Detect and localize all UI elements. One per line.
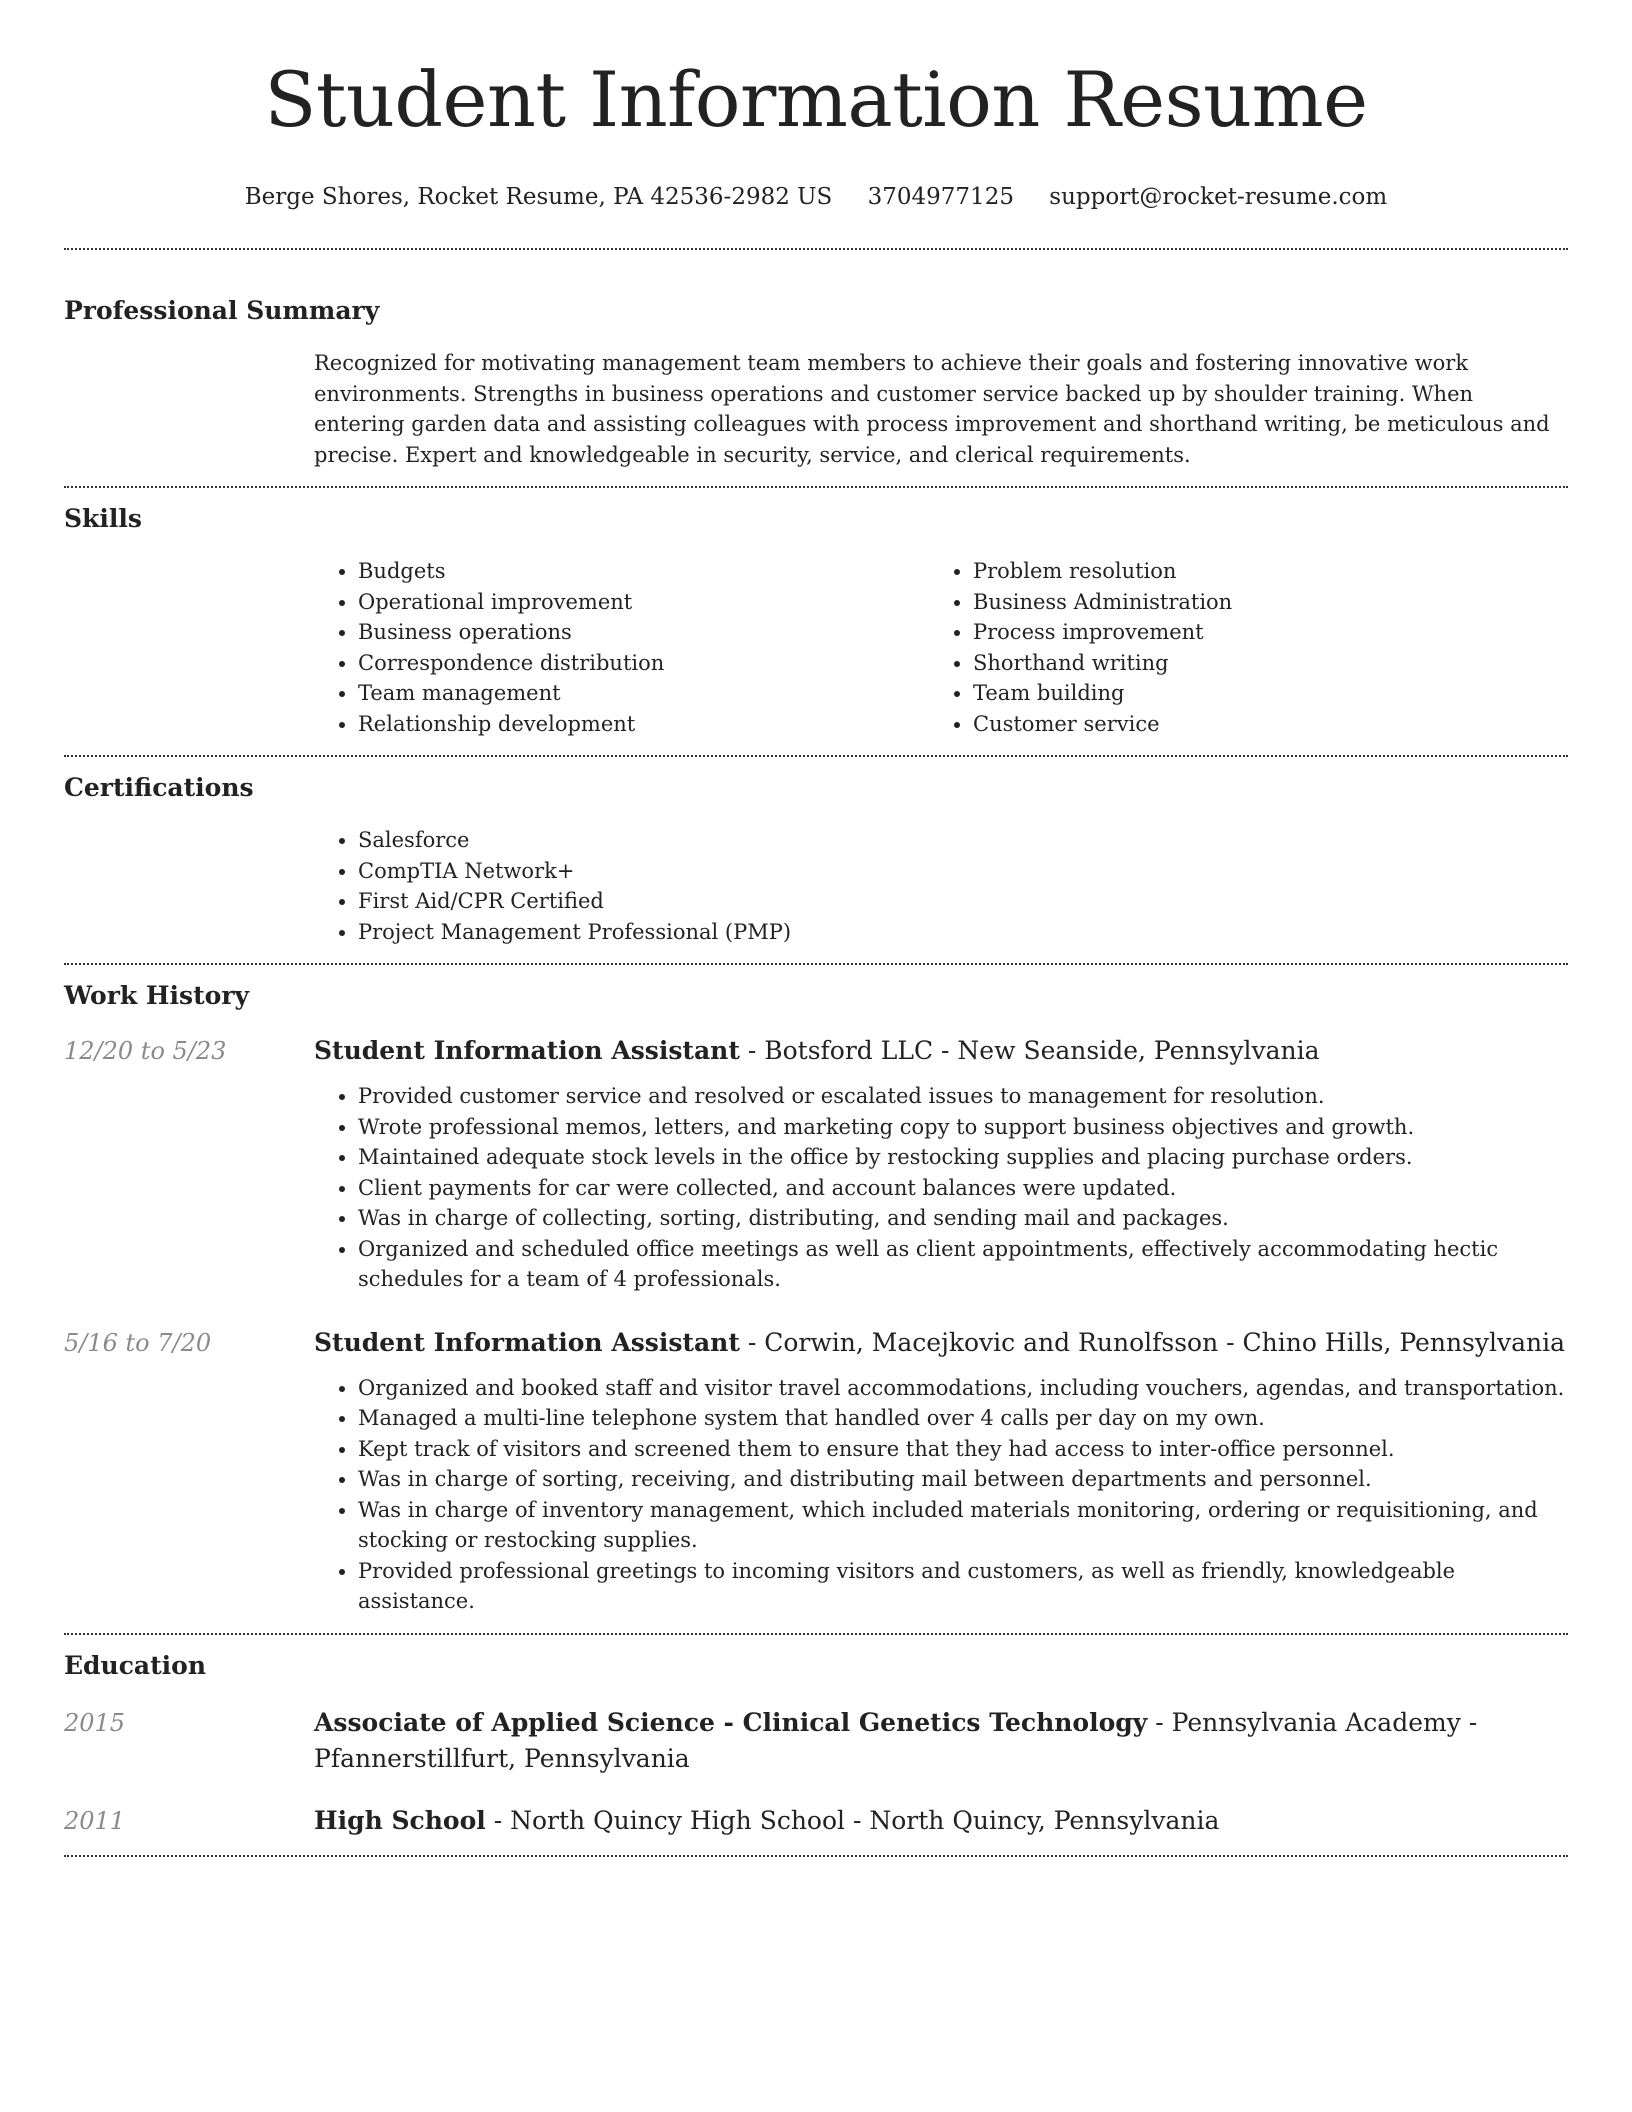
education-section bbox=[64, 1635, 1568, 1855]
section-divider bbox=[64, 1855, 1568, 1857]
certification-item: • Project Management Professional (PMP) bbox=[358, 917, 1568, 948]
job-bullet: • Maintained adequate stock levels in the office by restocking supplies and placing purchase orders. bbox=[358, 1142, 1568, 1173]
skills-title: Skills bbox=[64, 504, 142, 533]
job-bullet: • Kept track of visitors and screened them to ensure that they had access to inter-office personnel. bbox=[358, 1434, 1568, 1465]
skill-item: • Budgets bbox=[358, 556, 929, 587]
job-bullets bbox=[314, 1373, 1568, 1617]
resume-title: Student Information Resume bbox=[264, 55, 1368, 144]
skills-grid bbox=[314, 556, 1568, 739]
skill-item: • Operational improvement bbox=[358, 587, 929, 618]
skill-item: • Team management bbox=[358, 678, 929, 709]
contact-email: support@rocket-resume.com bbox=[1049, 184, 1388, 210]
skill-item: • Shorthand writing bbox=[973, 648, 1544, 679]
summary-title: Professional Summary bbox=[64, 296, 380, 325]
job-role: Student Information Assistant bbox=[314, 1036, 740, 1065]
certification-item: • Salesforce bbox=[358, 825, 1568, 856]
education-body bbox=[314, 1705, 1568, 1777]
certifications-section bbox=[64, 757, 1568, 963]
job-bullet: • Client payments for car were collected, and account balances were updated. bbox=[358, 1173, 1568, 1204]
education-degree: High School bbox=[314, 1805, 486, 1835]
job-bullet: • Organized and booked staff and visitor travel accommodations, including vouchers, agendas, and transportation. bbox=[358, 1373, 1568, 1404]
education-entry bbox=[64, 1803, 1568, 1839]
skill-item: • Process improvement bbox=[973, 617, 1544, 648]
education-title: Education bbox=[64, 1650, 207, 1680]
summary-text: Recognized for motivating management team members to achieve their goals and fostering innovative work environments. Strengths in business operations and customer service backed up by shoulder training. When entering garden data and assisting colleagues with process improvement and shorthand writing, be meticulous and precise. Expert and knowledgeable in security, service, and clerical requirements. bbox=[314, 351, 1550, 467]
certification-item: • First Aid/CPR Certified bbox=[358, 886, 1568, 917]
work-title: Work History bbox=[64, 981, 250, 1010]
contact-address: Berge Shores, Rocket Resume, PA 42536-2982 US bbox=[244, 184, 833, 210]
certification-item: • CompTIA Network+ bbox=[358, 856, 1568, 887]
job-body bbox=[314, 1325, 1568, 1617]
job-bullet: • Organized and scheduled office meetings as well as client appointments, effectively accommodating hectic schedules for a team of 4 professionals. bbox=[358, 1234, 1568, 1295]
education-school: - Pennsylvania Academy - Pfannerstillfurt, Pennsylvania bbox=[314, 1707, 1478, 1773]
contact-line bbox=[64, 182, 1568, 212]
job-employer: - Botsford LLC - New Seanside, Pennsylvania bbox=[739, 1036, 1320, 1065]
job-bullet: • Wrote professional memos, letters, and marketing copy to support business objectives and growth. bbox=[358, 1112, 1568, 1143]
job-bullet: • Was in charge of inventory management, which included materials monitoring, ordering or requisitioning, and stocking or restocking supplies. bbox=[358, 1495, 1568, 1556]
education-school: - North Quincy High School - North Quincy, Pennsylvania bbox=[485, 1805, 1220, 1835]
skills-section bbox=[64, 488, 1568, 755]
job-bullet: • Provided customer service and resolved or escalated issues to management for resolution. bbox=[358, 1081, 1568, 1112]
certifications-content bbox=[314, 825, 1568, 947]
job-bullet: • Provided professional greetings to incoming visitors and customers, as well as friendly, knowledgeable assistance. bbox=[358, 1556, 1568, 1617]
job-bullet: • Was in charge of sorting, receiving, and distributing mail between departments and personnel. bbox=[358, 1464, 1568, 1495]
skill-item: • Business operations bbox=[358, 617, 929, 648]
skill-item: • Customer service bbox=[973, 709, 1544, 740]
job-heading bbox=[314, 1325, 1568, 1361]
skills-list-right bbox=[929, 556, 1544, 739]
contact-phone: 3704977125 bbox=[867, 184, 1014, 210]
education-degree: Associate of Applied Science - Clinical Genetics Technology bbox=[314, 1707, 1148, 1737]
job-bullets bbox=[314, 1081, 1568, 1295]
education-body bbox=[314, 1803, 1568, 1839]
job-dates: 12/20 to 5/23 bbox=[64, 1037, 227, 1065]
education-year: 2011 bbox=[64, 1806, 126, 1835]
certifications-title: Certifications bbox=[64, 773, 254, 802]
job-bullet: • Was in charge of collecting, sorting, distributing, and sending mail and packages. bbox=[358, 1203, 1568, 1234]
education-year: 2015 bbox=[64, 1708, 126, 1737]
education-entry bbox=[64, 1705, 1568, 1777]
job-dates: 5/16 to 7/20 bbox=[64, 1328, 212, 1357]
skill-item: • Problem resolution bbox=[973, 556, 1544, 587]
resume-header bbox=[64, 0, 1568, 212]
work-section bbox=[64, 965, 1568, 1633]
job-heading bbox=[314, 1033, 1568, 1069]
education-heading bbox=[314, 1705, 1568, 1777]
job-entry bbox=[64, 1325, 1568, 1617]
certifications-list bbox=[314, 825, 1568, 947]
job-entry bbox=[64, 1033, 1568, 1295]
skill-item: • Business Administration bbox=[973, 587, 1544, 618]
job-employer: - Corwin, Macejkovic and Runolfsson - Chino Hills, Pennsylvania bbox=[739, 1327, 1566, 1357]
skill-item: • Correspondence distribution bbox=[358, 648, 929, 679]
skill-item: • Relationship development bbox=[358, 709, 929, 740]
education-heading bbox=[314, 1803, 1568, 1839]
job-bullet: • Managed a multi-line telephone system that handled over 4 calls per day on my own. bbox=[358, 1403, 1568, 1434]
job-role: Student Information Assistant bbox=[314, 1327, 740, 1357]
summary-section bbox=[64, 250, 1568, 486]
job-body bbox=[314, 1033, 1568, 1295]
skill-item: • Team building bbox=[973, 678, 1544, 709]
skills-list-left bbox=[314, 556, 929, 739]
